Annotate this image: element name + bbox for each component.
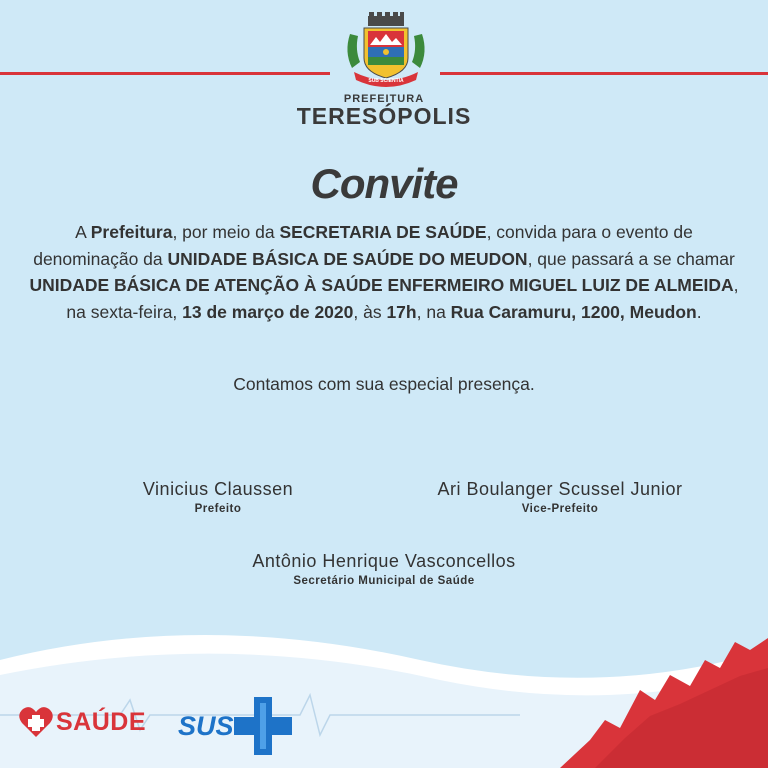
invitation-body: A Prefeitura, por meio da SECRETARIA DE SAÚDE, convida para o evento de denominação da UNIDADE BÁSICA DE SAÚDE DO MEUDON, que passará a se chamar UNIDADE BÁSICA DE ATENÇÃO À SAÚDE ENFERMEIRO MIGUEL LUIZ DE ALMEIDA, na sexta-feira, 13 de março de 2020, às 17h, na Rua Caramuru, 1200, Meudon. [29,222,739,322]
signatory-health-secretary [184,551,584,587]
signatory-name: Antônio Henrique Vasconcellos [252,551,516,571]
signatory-role: Prefeito [194,503,242,515]
signatory-mayor [88,479,348,515]
signatory-name: Vinicius Claussen [142,479,294,499]
highlight-old-name: UNIDADE BÁSICA DE SAÚDE DO MEUDON [167,248,528,269]
sus-logo [178,697,292,755]
heart-cross-icon [18,705,54,739]
invitation-title: Convite [310,160,458,207]
highlight-new-name: UNIDADE BÁSICA DE ATENÇÃO À SAÚDE ENFERMEIRO MIGUEL LUIZ DE ALMEIDA [29,275,734,295]
city-name: TERESÓPOLIS [296,103,472,129]
saude-logo [18,705,146,739]
highlight-time: 17h [386,301,417,322]
crest-motto: SUB SCIENTIA [368,78,404,84]
signatory-role: Vice-Prefeito [521,503,599,515]
sus-label: SUS [178,710,234,741]
highlight-date: 13 de março de 2020 [182,301,354,322]
city-crest-emblem [340,12,432,94]
header-divider-right [440,72,768,75]
prefeitura-label: PREFEITURA [343,93,425,105]
signatory-name: Ari Boulanger Scussel Junior [437,479,683,499]
header-divider-left [0,72,330,75]
signatory-role: Secretário Municipal de Saúde [293,575,475,587]
footer-wave-decoration [0,620,768,768]
highlight-secretaria: SECRETARIA DE SAÚDE [279,222,487,242]
closing-line: Contamos com sua especial presença. [233,374,535,394]
sus-cross-icon [234,697,292,755]
saude-label: SAÚDE [56,707,147,736]
highlight-prefeitura: Prefeitura [90,222,173,242]
highlight-address: Rua Caramuru, 1200, Meudon [450,301,697,322]
signatory-vice-mayor [400,479,720,515]
